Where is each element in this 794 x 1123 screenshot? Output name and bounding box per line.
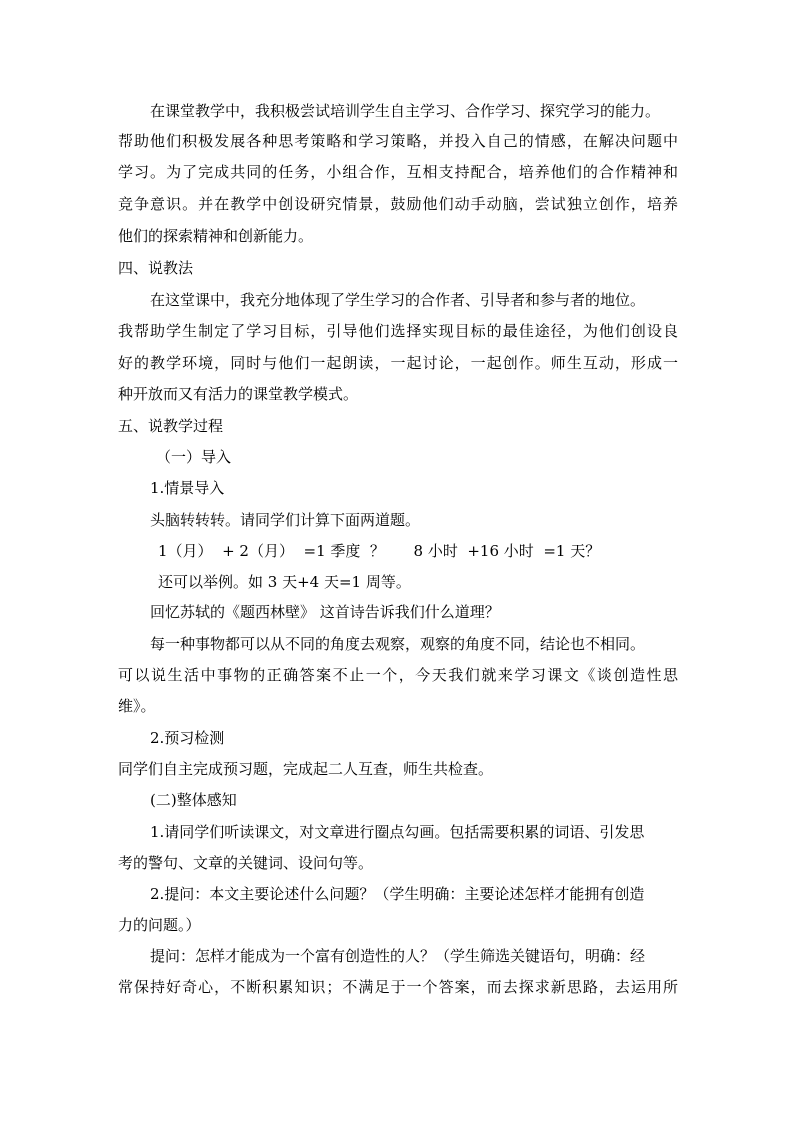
subsection-heading-2: (二)整体感知 [150, 791, 237, 809]
section-heading-4: 四、说教法 [118, 259, 194, 277]
text-line-2: 帮助他们积极发展各种思考策略和学习策略，并投入自己的情感，在解决问题中 [118, 132, 678, 150]
text-line-26: 2.提问：本文主要论述什么问题？（学生明确：主要论述怎样才能拥有创造 [150, 885, 645, 903]
text-line-29: 常保持好奇心，不断积累知识；不满足于一个答案，而去探求新思路，去运用所 [118, 978, 678, 996]
text-line-8: 我帮助学生制定了学习目标，引导他们选择实现目标的最佳途径，为他们创设良 [118, 322, 678, 340]
text-line-9: 好的教学环境，同时与他们一起朗读，一起讨论，一起创作。师生互动，形成一 [118, 354, 678, 372]
text-line-19: 可以说生活中事物的正确答案不止一个，今天我们就来学习课文《谈创造性思 [118, 666, 678, 684]
subsection-heading-1: （一）导入 [156, 448, 232, 466]
text-line-5: 他们的探索精神和创新能力。 [118, 227, 314, 245]
text-line-17: 回忆苏轼的《题西林壁》 这首诗告诉我们什么道理？ [150, 603, 500, 621]
section-heading-5: 五、说教学过程 [118, 417, 224, 435]
text-line-28: 提问：怎样才能成为一个富有创造性的人？（学生筛选关键语句，明确：经 [150, 947, 646, 965]
text-line-18: 每一种事物都可以从不同的角度去观察，观察的角度不同，结论也不相同。 [150, 635, 646, 653]
text-line-24: 1.请同学们听读课文，对文章进行圈点勾画。包括需要积累的词语、引发思 [150, 823, 645, 841]
text-line-25: 考的警句、文章的关键词、设问句等。 [118, 854, 374, 872]
text-line-20: 维》。 [118, 697, 156, 715]
text-line-1: 在课堂教学中，我积极尝试培训学生自主学习、合作学习、探究学习的能力。 [150, 102, 661, 120]
text-line-22: 同学们自主完成预习题，完成起二人互查，师生共检查。 [118, 760, 494, 778]
text-line-27: 力的问题。） [118, 916, 201, 934]
text-line-4: 竞争意识。并在教学中创设研究情景，鼓励他们动手动脑，尝试独立创作，培养 [118, 195, 678, 213]
item-heading-1: 1.情景导入 [150, 479, 225, 497]
text-line-7: 在这堂课中，我充分地体现了学生学习的合作者、引导者和参与者的地位。 [150, 291, 646, 309]
text-line-10: 种开放而又有活力的课堂教学模式。 [118, 385, 359, 403]
text-line-3: 学习。为了完成共同的任务，小组合作，互相支持配合，培养他们的合作精神和 [118, 163, 678, 181]
text-line-16: 还可以举例。如 3 天+4 天=1 周等。 [158, 573, 411, 591]
item-heading-2: 2.预习检测 [150, 729, 225, 747]
math-example-line: 1（月） + 2（月） =1 季度 ？ 8 小时 +16 小时 =1 天？ [158, 542, 601, 560]
text-line-14: 头脑转转转。请同学们计算下面两道题。 [150, 511, 421, 529]
